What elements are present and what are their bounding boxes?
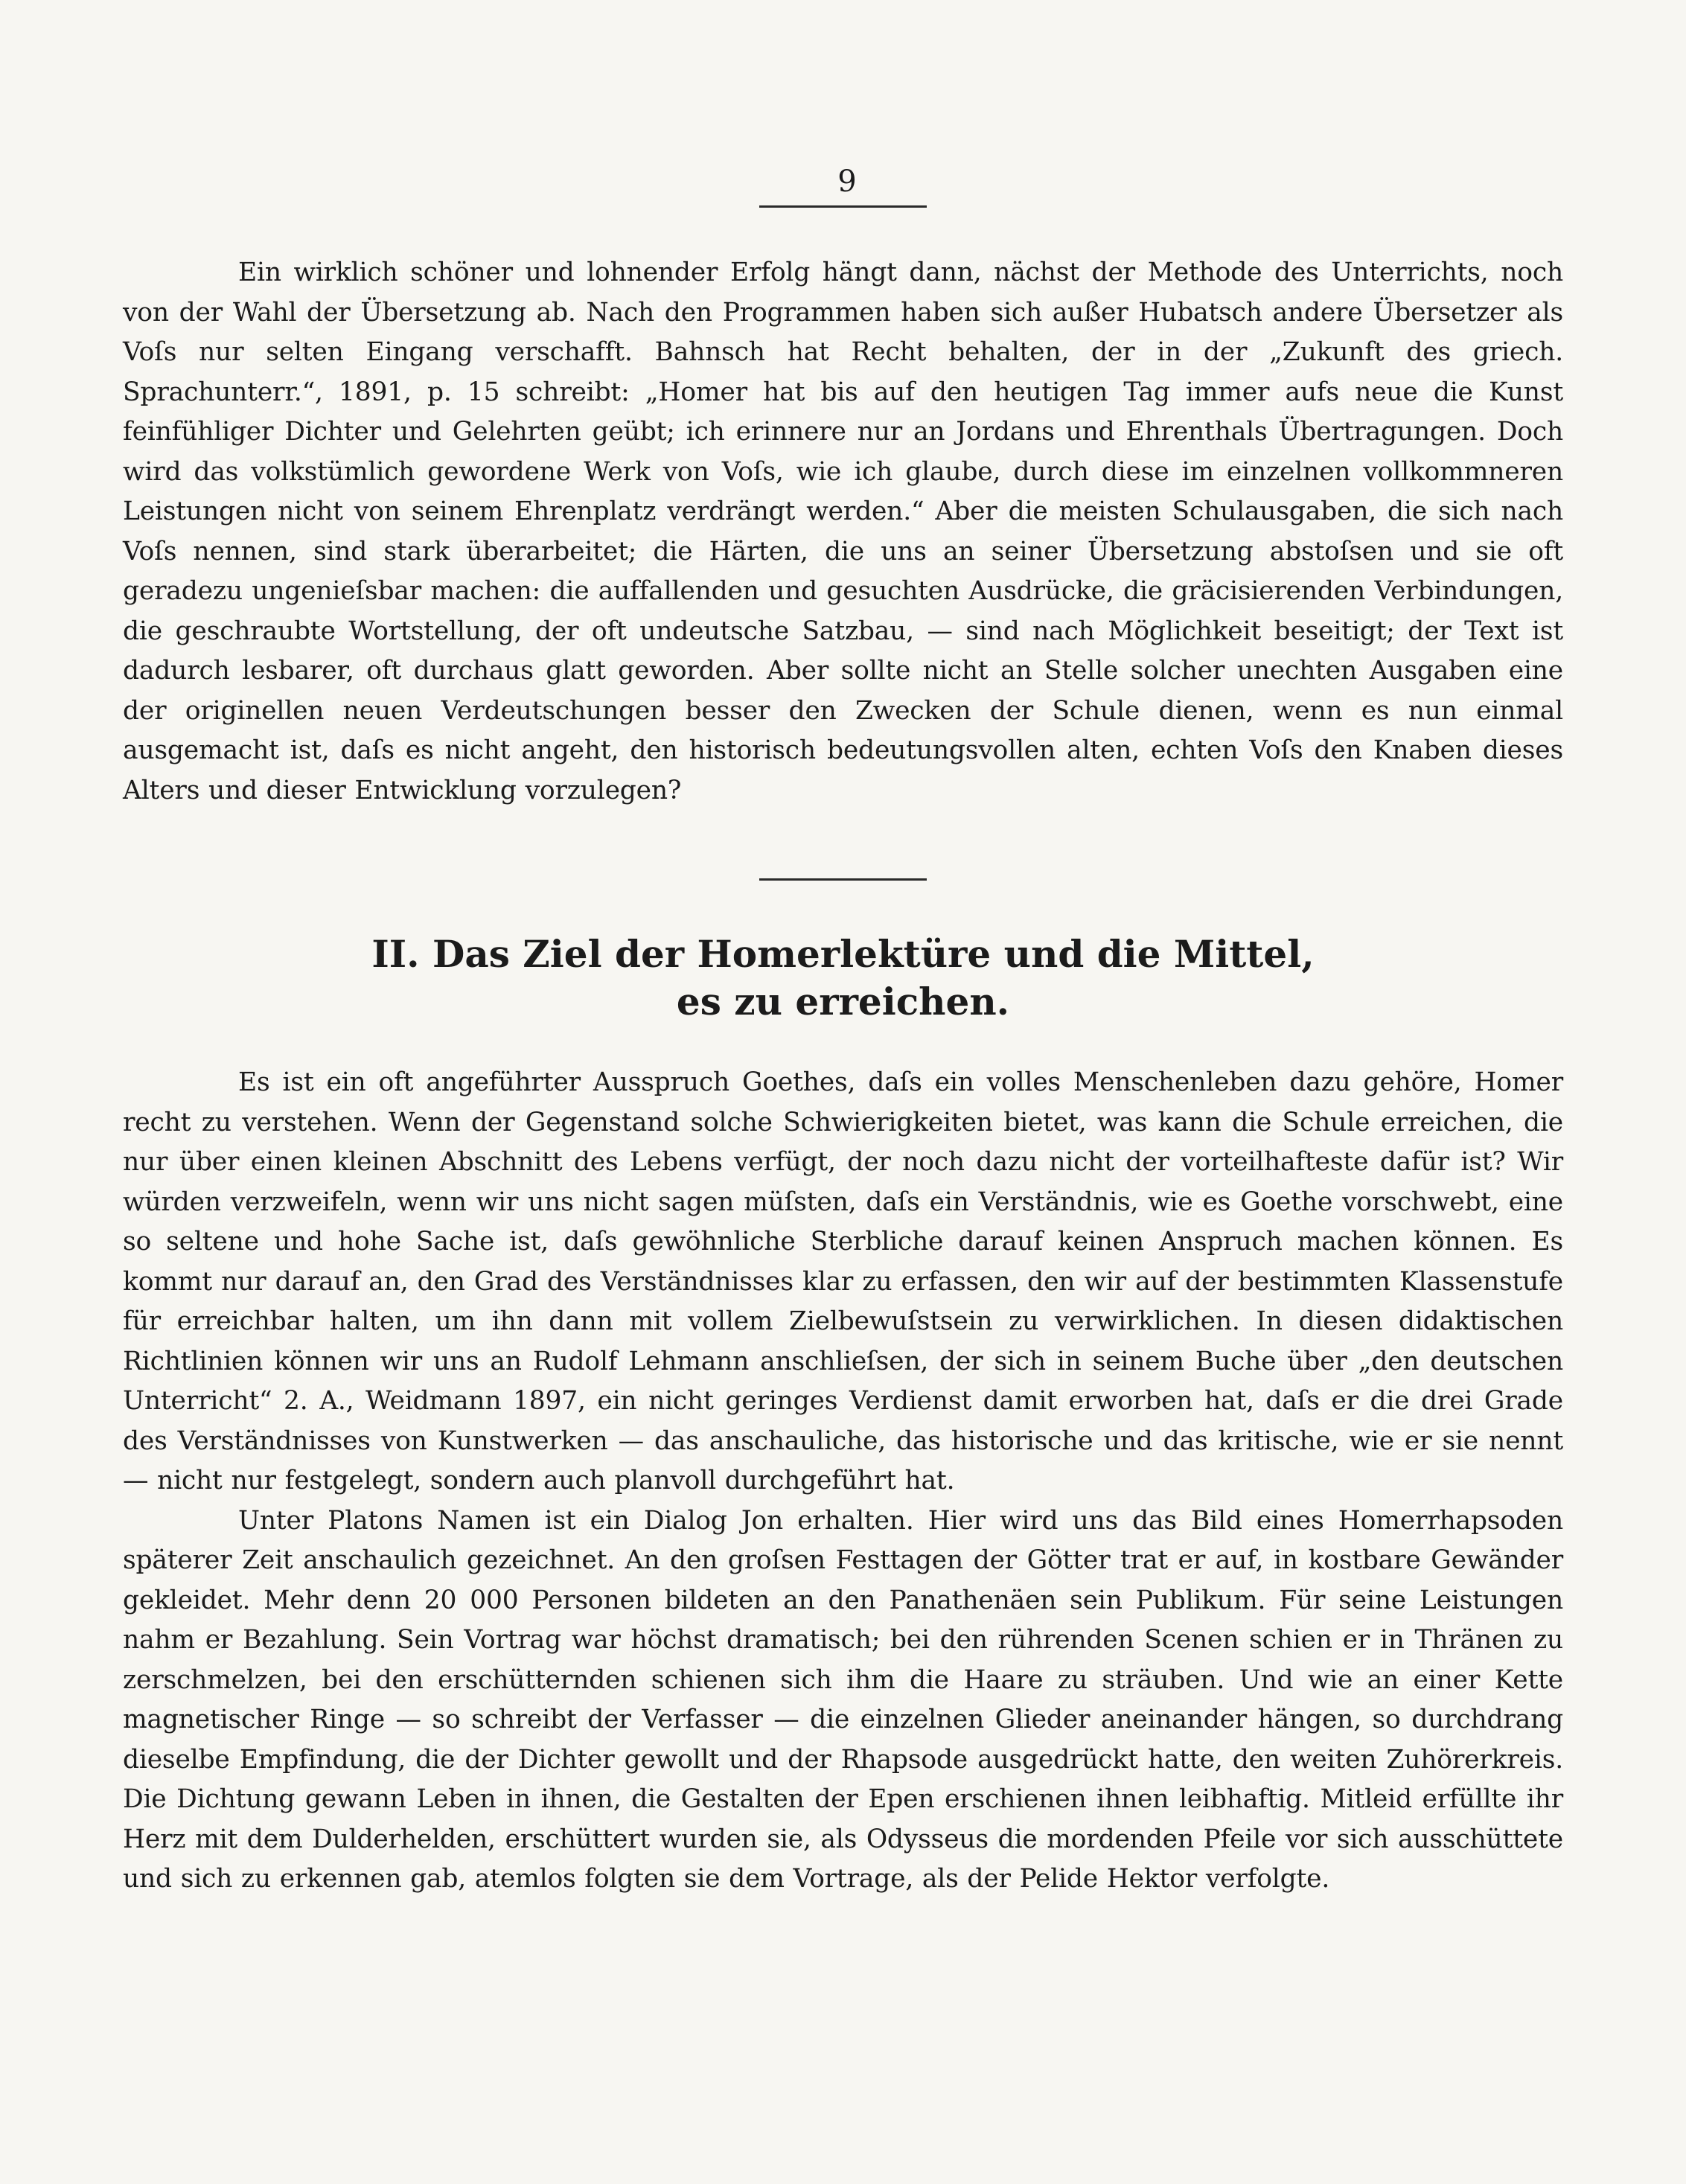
page-number: 9 [837,165,857,199]
header-rule [759,205,927,208]
section-divider-rule [759,878,927,881]
heading-line-2: es zu erreichen. [676,980,1010,1024]
paragraph: Unter Platons Namen ist ein Dialog Jon erhalten. Hier wird uns das Bild eines Homerrhapsoden späterer Zeit anschaulich gezeichnet. An den groſsen Festtagen der Götter trat er auf, in kostbare Gewänder gekleidet. Mehr denn 20 000 Personen bildeten an den Panathenäen sein Publikum. Für seine Leistungen nahm er Bezahlung. Sein Vortrag war höchst dramatisch; bei den rührenden Scenen schien er in Thränen zu zerschmelzen, bei den erschütternden schienen sich ihm die Haare zu sträuben. Und wie an einer Kette magnetischer Ringe — so schreibt der Verfasser — die einzelnen Glieder aneinander hängen, so durchdrang dieselbe Empfindung, die der Dichter gewollt und der Rhapsode ausgedrückt hatte, den weiten Zuhörerkreis. Die Dichtung gewann Leben in ihnen, die Gestalten der Epen erschienen ihnen leibhaftig. Mitleid erfüllte ihr Herz mit dem Dulderhelden, erschüttert wurden sie, als Odysseus die mordenden Pfeile vor sich ausschüttete und sich zu erkennen gab, atemlos folgten sie dem Vortrage, als der Pelide Hektor verfolgte. [123,1505,1563,1894]
section-2-text [123,1063,1563,1900]
section-heading [123,930,1563,1026]
heading-line-1: II. Das Ziel der Homerlektüre und die Mittel, [371,932,1315,976]
paragraph: Ein wirklich schöner und lohnender Erfolg hängt dann, nächst der Methode des Unterrichts, noch von der Wahl der Übersetzung ab. Nach den Programmen haben sich außer Hubatsch andere Übersetzer als Voſs nur selten Eingang verschafft. Bahnsch hat Recht behalten, der in der „Zukunft des griech. Sprachunterr.“, 1891, p. 15 schreibt: „Homer hat bis auf den heutigen Tag immer aufs neue die Kunst feinfühliger Dichter und Gelehrten geübt; ich erinnere nur an Jordans und Ehrenthals Übertragungen. Doch wird das volkstümlich gewordene Werk von Voſs, wie ich glaube, durch diese im einzelnen vollkommneren Leistungen nicht von seinem Ehrenplatz verdrängt werden.“ Aber die meisten Schulausgaben, die sich nach Voſs nennen, sind stark überarbeitet; die Härten, die uns an seiner Übersetzung abstoſsen und sie oft geradezu ungenieſsbar machen: die auffallenden und gesuchten Ausdrücke, die gräcisierenden Verbindungen, die geschraubte Wortstellung, der oft undeutsche Satzbau, — sind nach Möglichkeit beseitigt; der Text ist dadurch lesbarer, oft durchaus glatt geworden. Aber sollte nicht an Stelle solcher unechten Ausgaben eine der originellen neuen Verdeutschungen besser den Zwecken der Schule dienen, wenn es nun einmal ausgemacht ist, daſs es nicht angeht, den historisch bedeutungsvollen alten, echten Voſs den Knaben dieses Alters und dieser Entwicklung vorzulegen? [123,258,1563,805]
paragraph: Es ist ein oft angeführter Ausspruch Goethes, daſs ein volles Menschenleben dazu gehöre, Homer recht zu verstehen. Wenn der Gegenstand solche Schwierigkeiten bietet, was kann die Schule erreichen, die nur über einen kleinen Abschnitt des Lebens verfügt, der noch dazu nicht der vorteilhafteste dafür ist? Wir würden verzweifeln, wenn wir uns nicht sagen müſsten, daſs ein Verständnis, wie es Goethe vorschwebt, eine so seltene und hohe Sache ist, daſs gewöhnliche Sterbliche darauf keinen Anspruch machen können. Es kommt nur darauf an, den Grad des Verständnisses klar zu erfassen, den wir auf der bestimmten Klassenstufe für erreichbar halten, um ihn dann mit vollem Zielbewuſstsein zu verwirklichen. In diesen didaktischen Richtlinien können wir uns an Rudolf Lehmann anschlieſsen, der sich in seinem Buche über „den deutschen Unterricht“ 2. A., Weidmann 1897, ein nicht geringes Verdienst damit erworben hat, daſs er die drei Grade des Verständnisses von Kunstwerken — das anschauliche, das historische und das kritische, wie er sie nennt — nicht nur festgelegt, sondern auch planvoll durchgeführt hat. [123,1067,1563,1495]
section-1-text [123,253,1563,811]
